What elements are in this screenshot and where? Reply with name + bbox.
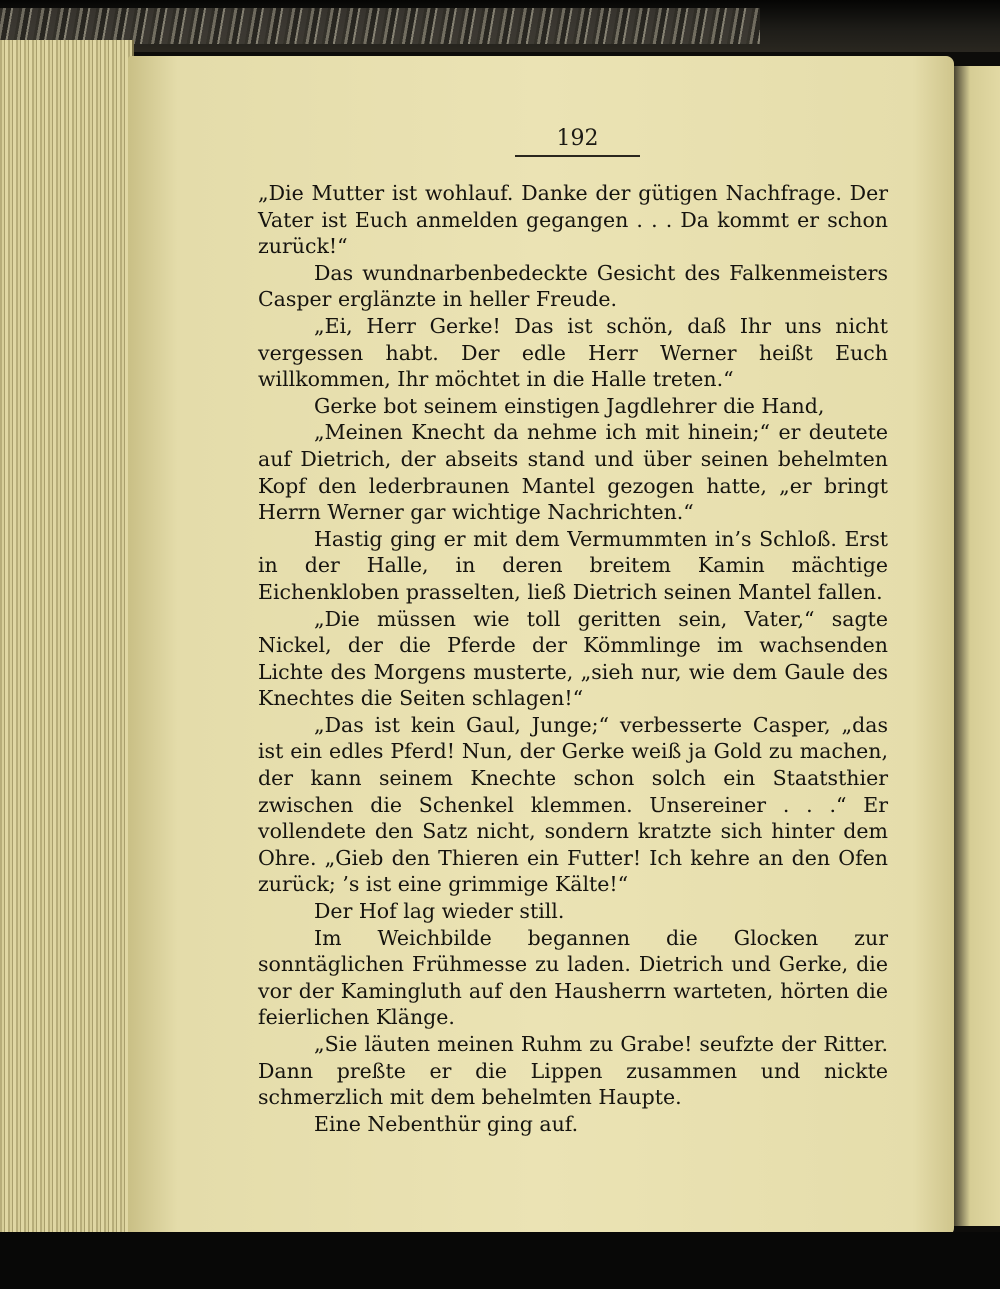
facing-page-edge [954,66,1000,1226]
page-stack-edge [0,40,134,1240]
paragraph: „Die müssen wie toll geritten sein, Vater,“ sagte Nickel, der die Pferde der Kömmlinge im wachsenden Lichte des Morgens musterte, „sieh nur, wie dem Gaule des Knechtes die Seiten schlagen!“ [258,606,888,711]
paragraph: Im Weichbilde begannen die Glocken zur sonntäglichen Frühmesse zu laden. Dietrich und Gerke, die vor der Kamingluth auf den Hausherrn warteten, hörten die feierlichen Klänge. [258,925,888,1030]
paragraph: Hastig ging er mit dem Vermummten in’s Schloß. Erst in der Halle, in deren breitem Kamin mächtige Eichenkloben prasselten, ließ Dietrich seinen Mantel fallen. [258,526,888,604]
spine-gilt-decoration [0,8,760,44]
paragraph: Der Hof lag wieder still. [314,899,565,924]
paragraph: „Ei, Herr Gerke! Das ist schön, daß Ihr uns nicht vergessen habt. Der edle Herr Werner heißt Euch willkommen, Ihr möchtet in die Halle treten.“ [258,313,888,392]
paragraph: „Sie läuten meinen Ruhm zu Grabe! seufzte der Ritter. Dann preßte er die Lippen zusammen und nickte schmerzlich mit dem behelmten Haupte. [258,1032,888,1110]
bottom-shadow [0,1232,1000,1289]
book-spine-top [0,0,1000,52]
paragraph: „Das ist kein Gaul, Junge;“ verbesserte Casper, „das ist ein edles Pferd! Nun, der Gerke weiß ja Gold zu machen, der kann seinem Knechte schon solch ein Staatsthier zwischen die Schenkel klemmen. Unsereiner . . .“ Er vollendete den Satz nicht, sondern kratzte sich hinter dem Ohre. „Gieb den Thieren ein Futter! Ich kehre an den Ofen zurück; ’s ist eine grimmige Kälte!“ [258,712,888,897]
page-body [258,180,888,1137]
page-number: 192 [556,126,599,151]
paragraph: Eine Nebenthür ging auf. [314,1111,579,1136]
page-number-rule [515,155,640,157]
paragraph: Das wundnarbenbedeckte Gesicht des Falkenmeisters Casper erglänzte in heller Freude. [258,260,888,312]
paragraph: „Meinen Knecht da nehme ich mit hinein;“ er deutete auf Dietrich, der abseits stand und über seinen behelmten Kopf den lederbraunen Mantel gezogen hatte, „er bringt Herrn Werner gar wichtige Nachrichten.“ [258,420,888,525]
paragraph: Gerke bot seinem einstigen Jagdlehrer die Hand, [314,393,825,418]
paragraph: „Die Mutter ist wohlauf. Danke der gütigen Nachfrage. Der Vater ist Euch anmelden gegangen . . . Da kommt er schon zurück!“ [258,181,888,259]
